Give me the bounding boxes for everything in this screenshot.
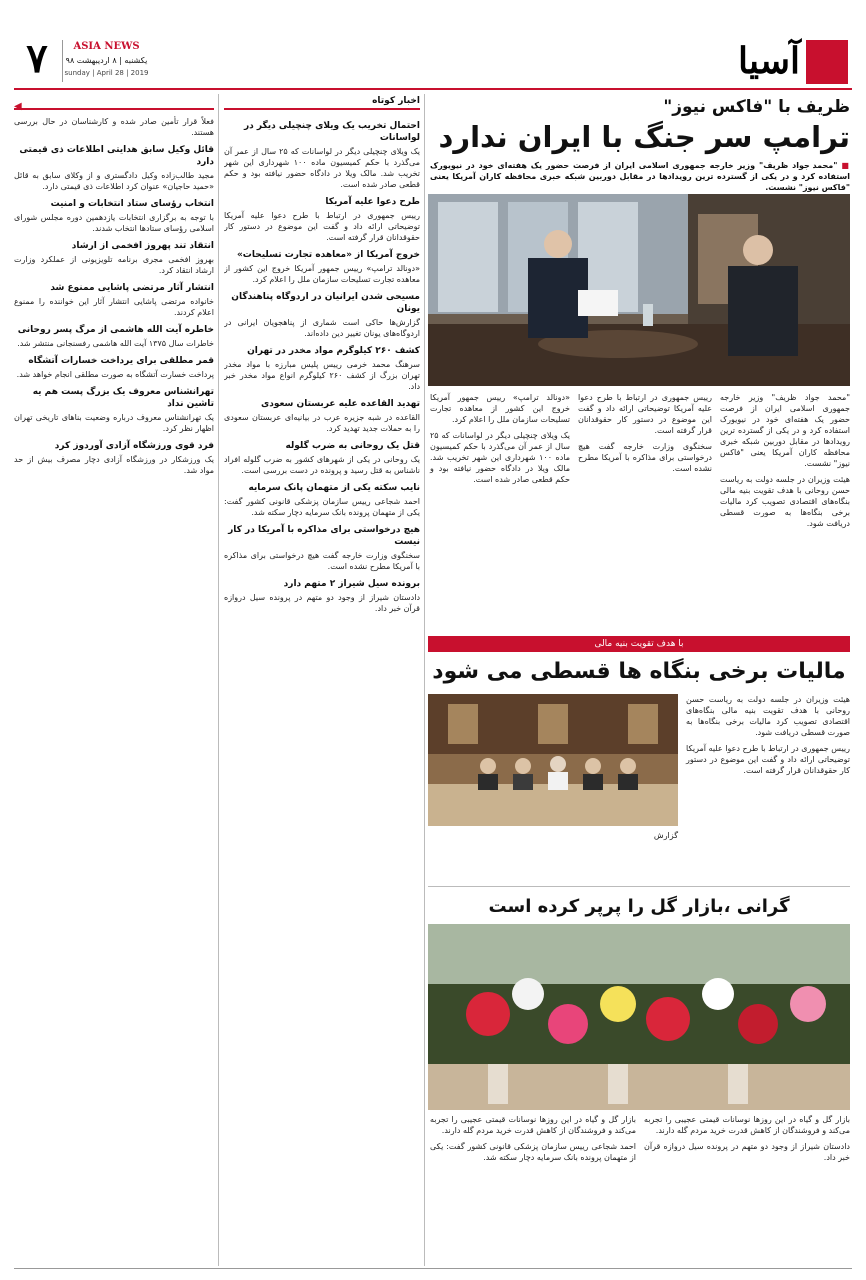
brief-text: سخنگوی وزارت خارجه گفت هیچ درخواستی برای مذاکره با آمریکا مطرح نشده است. <box>224 551 420 571</box>
tax-body-text: هیئت وزیران در جلسه دولت به ریاست حسن روحانی با هدف تقویت بنیه مالی بنگاه‌های اقتصادی تصویب کرد مالیات برخی بنگاه‌ها به صورت قسطی دریافت شود. <box>686 695 850 737</box>
tax-headline: مالیات برخی بنگاه ها قسطی می شود <box>432 659 846 684</box>
flower-body-col-1 <box>644 1114 850 1264</box>
left-item <box>14 386 214 434</box>
brief-item <box>224 482 420 518</box>
main-kicker: ظریف با "فاکس نیوز" <box>663 97 850 117</box>
page-number: ۷ <box>26 35 48 82</box>
interview-photo-icon <box>428 194 850 386</box>
brief-item <box>224 345 420 392</box>
main-lead <box>430 160 850 190</box>
flower-shop-photo-icon <box>428 924 850 1110</box>
left-item-text: بهروز افخمی مجری برنامه تلویزیونی از عملکرد وزارت ارشاد انتقاد کرد. <box>14 255 214 275</box>
left-item-text: خاطرات سال ۱۳۷۵ آیت الله هاشمی رفسنجانی منتشر شد. <box>17 339 214 348</box>
logo-text: آسیا <box>738 40 800 82</box>
left-item-text: با توجه به برگزاری انتخابات یازدهمین دوره مجلس شورای اسلامی رؤسای ستادها انتخاب شدند. <box>14 213 214 233</box>
brief-title: خروج آمریکا از «معاهده تجارت تسلیحات» <box>236 250 420 260</box>
main-photo <box>428 194 850 386</box>
left-item-title: انتقاد تند پهروز افخمی از ارشاد <box>71 241 214 251</box>
brief-item <box>224 398 420 434</box>
bullet-icon: ■ <box>837 161 850 170</box>
brief-text: دادستان شیراز از وجود دو متهم در پرونده سیل دروازه قرآن خبر داد. <box>224 593 420 613</box>
left-item <box>14 324 214 349</box>
brief-item <box>224 440 420 476</box>
briefs-section-label: اخبار کوتاه <box>372 96 420 106</box>
left-item-text: پرداخت خسارت آتشگاه به صورت مطلقی انجام خواهد شد. <box>16 370 214 379</box>
brief-title: هیچ درخواستی برای مذاکره با آمریکا در کار نیست <box>228 525 420 547</box>
left-item <box>14 440 214 476</box>
left-item <box>14 144 214 192</box>
top-rule <box>14 88 852 90</box>
tax-caption-text: گزارش <box>653 831 678 840</box>
brief-title: طرح دعوا علیه آمریکا <box>325 197 420 207</box>
brief-title: قتل یک روحانی به ضرب گلوله <box>285 441 420 451</box>
date-persian: یکشنبه | ۸ اردیبهشت ۹۸ <box>65 56 148 65</box>
tax-caption <box>428 830 678 882</box>
left-item-text: فعلاً قرار تأمین صادر شده و کارشناسان در حال بررسی هستند. <box>14 117 214 137</box>
column-separator-right <box>424 94 425 1266</box>
bottom-rule <box>14 1268 852 1269</box>
flower-body-text-2: بازار گل و گیاه در این روزها نوسانات قیمتی عجیبی را تجربه می‌کند و فروشندگان از کاهش قدرت خرید مردم گله دارند. <box>430 1115 636 1135</box>
left-item-title: فرد قوی ورزشگاه آزادی آوردوز کرد <box>54 441 214 451</box>
left-item-title: انتخاب رؤسای ستاد انتخابات و امنیت <box>50 199 214 209</box>
left-item <box>14 240 214 276</box>
brief-item <box>224 291 420 339</box>
left-column-list <box>14 116 214 1266</box>
left-item-title: قمر مطلقی برای یرداخت خسارات آتشگاه <box>28 356 214 366</box>
left-item-title: قائل وکیل سابق هدایتی اطلاعات ذی قیمتی دارد <box>19 145 214 167</box>
briefs-list <box>224 116 420 1266</box>
left-item <box>14 355 214 380</box>
left-column-header <box>14 94 214 110</box>
left-item-title: تهرانشناس معروف یک بزرگ پست هم یه تاشین نداد <box>32 387 214 409</box>
left-item-title: انتشار آثار مرتضی پاشایی ممنوع شد <box>50 283 214 293</box>
paper-name: ASIA NEWS <box>73 41 140 52</box>
main-body-text-3b: یک ویلای چنچیلی دیگر در لواسانات که ۲۵ سال از عمر آن می‌گذرد با حکم کمیسیون ماده ۱۰۰ شهرداری این شهر تخریب شد. مالک ویلا در دادگاه حضور نیافته بود و حکم قطعی صادر شده است. <box>430 431 570 484</box>
brief-title: برونده سیل شیراز ۲ متهم دارد <box>283 579 420 589</box>
date-english: sunday | April 28 | 2019 <box>64 69 149 77</box>
brief-item <box>224 196 420 243</box>
left-item <box>14 282 214 318</box>
brief-item <box>224 524 420 572</box>
brief-title: کشف ۲۶۰ کیلوگرم مواد مخدر در تهران <box>247 346 420 356</box>
left-item-text: مجید طالب‌زاده وکیل دادگستری و از وکلای سابق به قائل «حمید حاجیان» عنوان کرد اطلاعات ذی قیمتی دارد. <box>14 171 214 191</box>
main-headline: ترامپ سر جنگ با ایران ندارد <box>438 120 850 154</box>
flower-body-text-1: بازار گل و گیاه در این روزها نوسانات قیمتی عجیبی را تجربه می‌کند و فروشندگان از کاهش قدرت خرید مردم گله دارند. <box>644 1115 850 1135</box>
main-body-text-1b: هیئت وزیران در جلسه دولت به ریاست حسن روحانی با هدف تقویت بنیه مالی بنگاه‌های اقتصادی تصویب کرد مالیات برخی بنگاه‌ها به صورت قسطی دریافت شود. <box>720 475 850 528</box>
brief-text: احمد شجاعی رییس سازمان پزشکی قانونی کشور گفت: یکی از متهمان پرونده بانک سرمایه دچار سکته شد. <box>224 497 420 517</box>
left-item-text: خانواده مرتضی پاشایی انتشار آثار این خواننده را ممنوع اعلام کردند. <box>14 297 214 317</box>
main-lead-text: "محمد جواد ظریف" وزیر خارجه جمهوری اسلامی ایران از فرصت حضور یک هفته‌ای خود در نیویورک استفاده کرد و در یکی از گسترده ترین رویدادها در مقابل دوربین شبکه خبری محافظه کاران آمریکا یعنی "فاکس نیوز" نشست. <box>430 161 850 192</box>
brief-title: تهدید القاعده علیه عربستان سعودی <box>260 399 420 409</box>
left-item <box>14 198 214 234</box>
main-body-col-2 <box>578 392 712 628</box>
flower-photo <box>428 924 850 1110</box>
flower-body-text-1b: دادستان شیراز از وجود دو متهم در پرونده سیل دروازه قرآن خبر داد. <box>644 1142 850 1162</box>
main-body-text-2b: سخنگوی وزارت خارجه گفت هیچ درخواستی برای مذاکره با آمریکا مطرح نشده است. <box>578 442 712 473</box>
flower-headline: گرانی ،بازار گل را پرپر کرده است <box>488 896 790 917</box>
brief-text: گزارش‌ها حاکی است شماری از پناهجویان ایرانی در اردوگاه‌های یونان تغییر دین داده‌اند. <box>224 318 420 338</box>
asia-logo <box>690 38 800 84</box>
brief-title: نایب سکته یکی از متهمان پانک سرمایه <box>248 483 420 493</box>
cabinet-photo <box>428 694 678 826</box>
flower-body-col-2 <box>430 1114 636 1264</box>
brief-title: احتمال تخریب یک ویلای چنچیلی دیگر در لواسانات <box>243 121 420 143</box>
left-item-text: یک تهرانشناس معروف درباره وضعیت بناهای تاریخی تهران اظهار نظر کرد. <box>14 413 214 433</box>
flower-body-text-2b: احمد شجاعی رییس سازمان پزشکی قانونی کشور گفت: یکی از متهمان پرونده بانک سرمایه دچار سکته شد. <box>430 1142 636 1162</box>
tax-body <box>686 694 850 826</box>
section-divider <box>428 886 850 887</box>
main-body-col-3 <box>430 392 570 628</box>
left-item <box>14 116 214 138</box>
brief-text: سرهنگ محمد خرمی رییس پلیس مبارزه با مواد مخدر تهران بزرگ از کشف ۲۶۰ کیلوگرم انواع مواد مخدر خبر داد. <box>224 360 420 391</box>
column-separator-left <box>218 94 219 1266</box>
main-body-text-1: "محمد جواد ظریف" وزیر خارجه جمهوری اسلامی ایران از فرصت حضور یک هفته‌ای خود در نیویورک استفاده کرد و در یکی از گسترده ترین رویدادها در مقابل دوربین شبکه خبری محافظه کاران آمریکا یعنی "فاکس نیوز" نشست. <box>720 393 850 468</box>
brief-text: «دونالد ترامپ» رییس جمهور آمریکا خروج این کشور از معاهده تجارت تسلیحات سازمان ملل را اعلام کرد. <box>224 264 420 284</box>
tax-body-text-2: رییس جمهوری در ارتباط با طرح دعوا علیه آمریکا توضیحاتی ارائه داد و گفت این موضوع در دستور کار حقوقدانان قرار گرفته است. <box>686 744 850 775</box>
brief-text: یک روحانی در یکی از شهرهای کشور به ضرب گلوله افراد ناشناس به قتل رسید و پرونده در دست بررسی است. <box>224 455 420 475</box>
brief-title: مسیحی شدن ایرانیان در اردوگاه پناهندگان یونان <box>231 292 420 314</box>
main-body-text-2: رییس جمهوری در ارتباط با طرح دعوا علیه آمریکا توضیحاتی ارائه داد و گفت این موضوع در دستور کار حقوقدانان قرار گرفته است. <box>578 393 712 435</box>
brief-text: القاعده در شبه جزیره عرب در بیانیه‌ای عربستان سعودی را به حملات جدید تهدید کرد. <box>224 413 420 433</box>
tax-kicker-bar <box>428 636 850 652</box>
masthead-info <box>62 40 150 82</box>
briefs-header <box>224 94 420 110</box>
left-item-title: خاطره آیت الله هاشمی از مرگ پسر روحانی <box>17 325 214 335</box>
brief-item <box>224 578 420 614</box>
left-item-text: یک ورزشکار در ورزشگاه آزادی دچار مصرف بیش از حد مواد شد. <box>14 455 214 475</box>
logo-accent-bar <box>806 40 848 84</box>
brief-item <box>224 249 420 285</box>
main-body-text-3: «دونالد ترامپ» رییس جمهور آمریکا خروج این کشور از معاهده تجارت تسلیحات سازمان ملل را اعلام کرد. <box>430 393 570 424</box>
cabinet-meeting-photo-icon <box>428 694 678 826</box>
brief-item <box>224 120 420 190</box>
tax-kicker: با هدف تقویت بنیه مالی <box>594 639 684 649</box>
main-body-col-1 <box>720 392 850 628</box>
arrow-icon: ◀ <box>14 101 22 112</box>
brief-text: یک ویلای چنچیلی دیگر در لواسانات که ۲۵ سال از عمر آن می‌گذرد با حکم کمیسیون ماده ۱۰۰ شهرداری این شهر تخریب شد. مالک ویلا در دادگاه حضور نیافته بود و حکم قطعی صادر شده است. <box>224 147 420 189</box>
brief-text: رییس جمهوری در ارتباط با طرح دعوا علیه آمریکا توضیحاتی ارائه داد و گفت این موضوع در دستور کار حقوقدانان قرار گرفته است. <box>224 211 420 242</box>
